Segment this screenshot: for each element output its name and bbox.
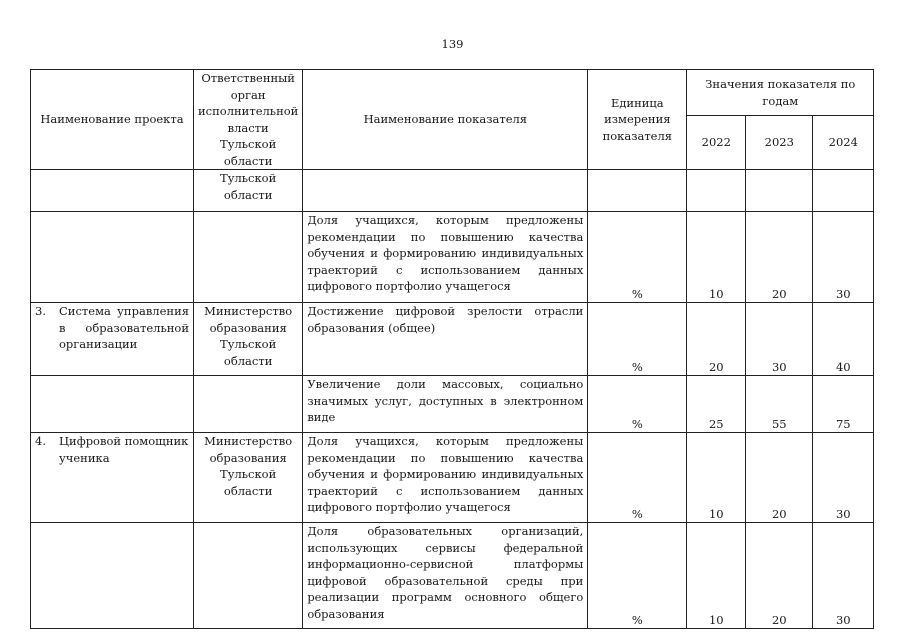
value-2022: 10 <box>687 433 746 523</box>
project-cell <box>31 523 194 629</box>
org-cell: Министерство образования Тульской области <box>194 433 303 523</box>
value-2023 <box>746 170 813 212</box>
value-2024 <box>813 170 874 212</box>
project-name: Цифровой помощник ученика <box>59 434 189 465</box>
value-2024: 30 <box>813 433 874 523</box>
indicator-text: Доля образовательных организаций, использующих сервисы федеральной информационно-сервисной платформы цифровой образовательной среды при реализации программ основного общего образования <box>307 524 584 621</box>
indicator-cell <box>303 376 588 433</box>
org-cell <box>194 523 303 629</box>
value-2022: 25 <box>687 376 746 433</box>
project-name: Система управления в образовательной организации <box>59 304 189 351</box>
project-cell <box>31 303 194 376</box>
table-row <box>31 433 874 523</box>
project-number: 4. <box>35 434 46 448</box>
indicator-cell <box>303 523 588 629</box>
unit-cell: % <box>588 433 687 523</box>
table-row <box>31 212 874 303</box>
table-row <box>31 170 874 212</box>
value-2024: 30 <box>813 212 874 303</box>
org-cell: Тульской области <box>194 170 303 212</box>
project-cell <box>31 212 194 303</box>
unit-cell <box>588 170 687 212</box>
indicator-cell <box>303 433 588 523</box>
header-indicator-name: Наименование показателя <box>303 70 588 170</box>
value-2023: 55 <box>746 376 813 433</box>
indicators-table <box>30 69 874 629</box>
indicator-text: Доля учащихся, которым предложены рекомендации по повышению качества обучения и формированию индивидуальных траекторий с использованием данных цифрового портфолио учащегося <box>307 434 584 514</box>
value-2023: 20 <box>746 523 813 629</box>
indicator-text: Достижение цифровой зрелости отрасли образования (общее) <box>307 304 584 335</box>
header-year-2022: 2022 <box>687 116 746 170</box>
page-number: 139 <box>441 37 464 51</box>
unit-cell: % <box>588 303 687 376</box>
org-cell: Министерство образования Тульской области <box>194 303 303 376</box>
value-2024: 40 <box>813 303 874 376</box>
project-cell <box>31 433 194 523</box>
header-values-by-year: Значения показателя по годам <box>687 70 874 116</box>
indicator-text: Увеличение доли массовых, социально значимых услуг, доступных в электронном виде <box>307 377 584 424</box>
value-2022: 10 <box>687 523 746 629</box>
header-responsible-body: Ответственный орган исполнительной власти Тульской области <box>194 70 303 170</box>
indicator-cell <box>303 303 588 376</box>
project-number: 3. <box>35 304 46 318</box>
indicator-text: Доля учащихся, которым предложены рекомендации по повышению качества обучения и формированию индивидуальных траекторий с использованием данных цифрового портфолио учащегося <box>307 213 584 293</box>
indicator-cell <box>303 170 588 212</box>
header-year-2024: 2024 <box>813 116 874 170</box>
value-2022 <box>687 170 746 212</box>
value-2023: 30 <box>746 303 813 376</box>
table-row <box>31 523 874 629</box>
value-2022: 10 <box>687 212 746 303</box>
value-2023: 20 <box>746 212 813 303</box>
table-row <box>31 376 874 433</box>
indicator-cell <box>303 212 588 303</box>
project-cell <box>31 376 194 433</box>
header-unit: Единица измерения показателя <box>588 70 687 170</box>
project-cell <box>31 170 194 212</box>
value-2023: 20 <box>746 433 813 523</box>
header-year-2023: 2023 <box>746 116 813 170</box>
unit-cell: % <box>588 376 687 433</box>
org-cell <box>194 376 303 433</box>
unit-cell: % <box>588 523 687 629</box>
unit-cell: % <box>588 212 687 303</box>
org-cell <box>194 212 303 303</box>
value-2022: 20 <box>687 303 746 376</box>
header-project-name: Наименование проекта <box>31 70 194 170</box>
value-2024: 75 <box>813 376 874 433</box>
value-2024: 30 <box>813 523 874 629</box>
table-row <box>31 303 874 376</box>
